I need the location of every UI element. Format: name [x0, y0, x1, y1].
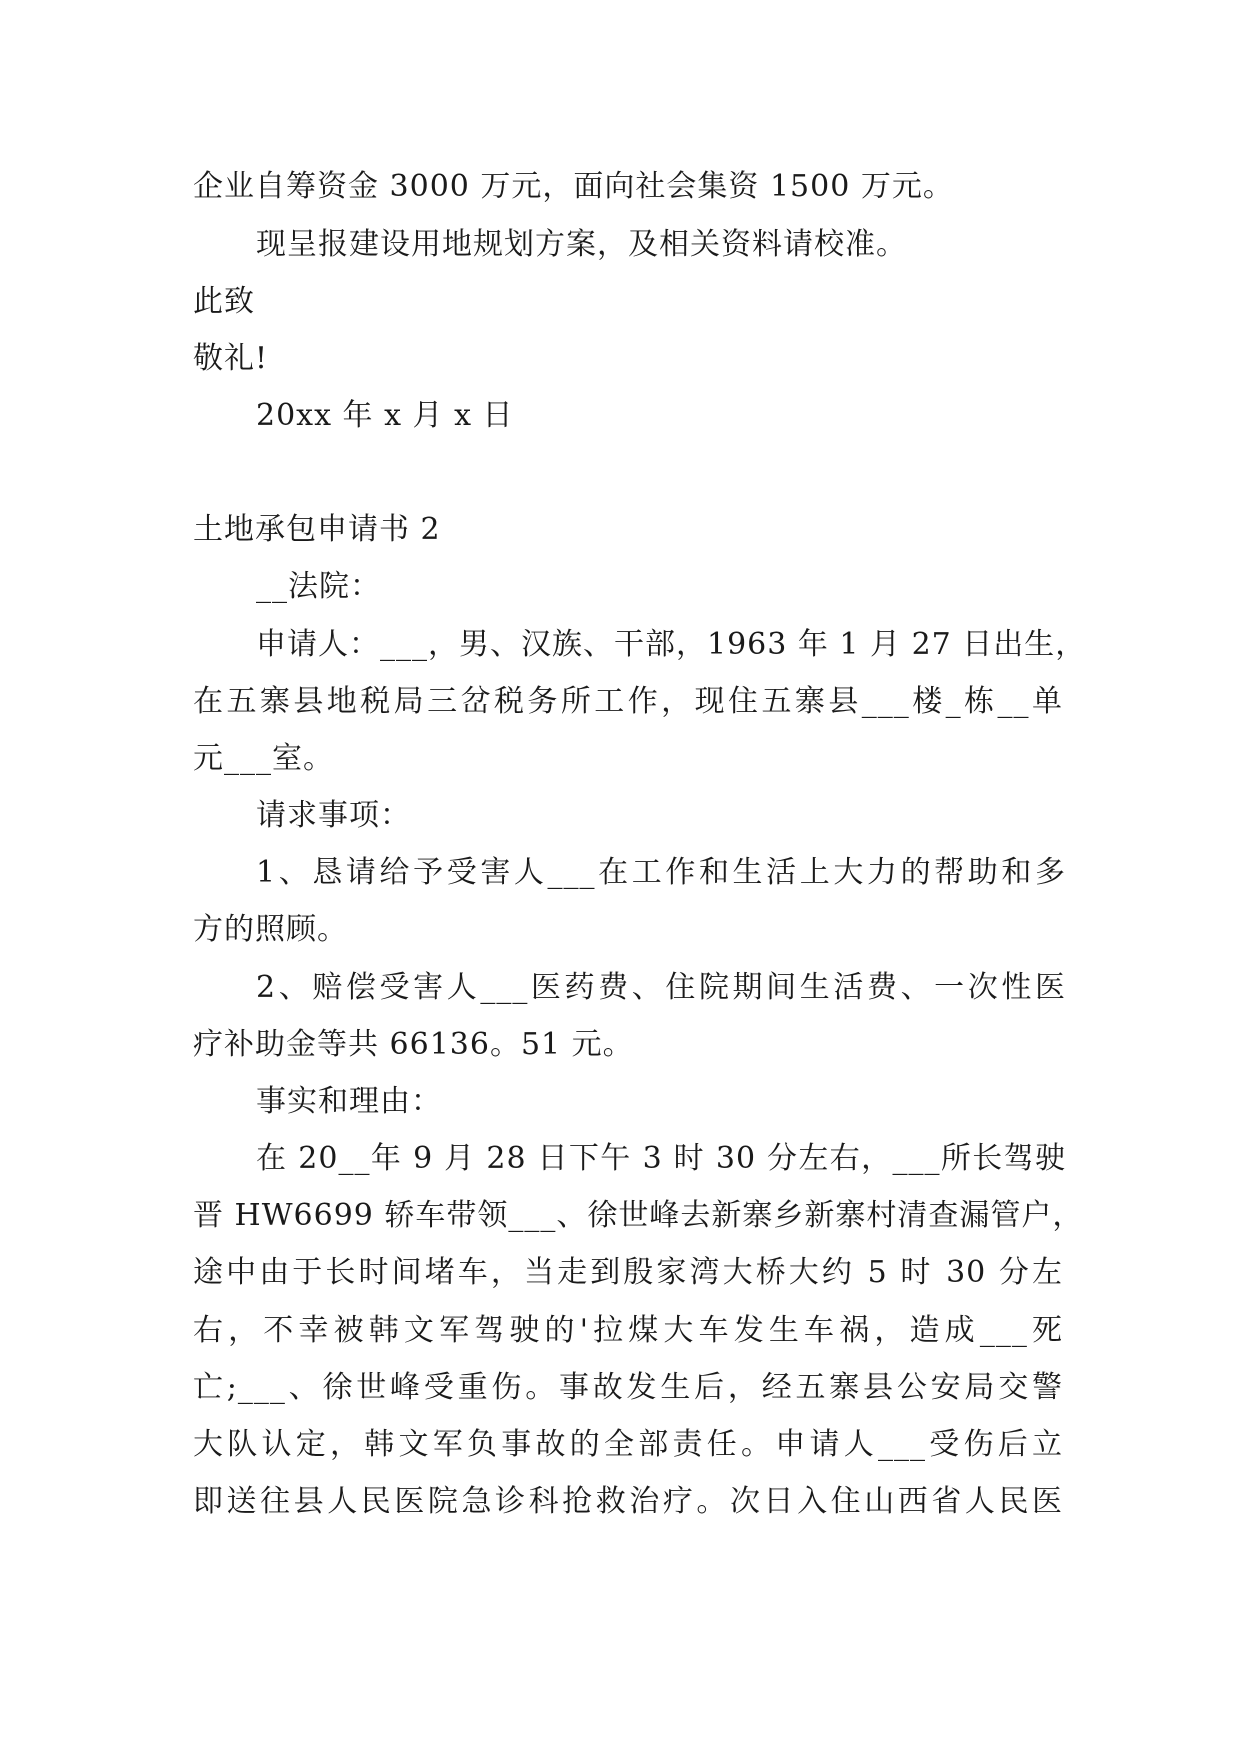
paragraph-line: 1、恳请给予受害人___在工作和生活上大力的帮助和多 — [256, 855, 1066, 890]
paragraph-line: 元___室。 — [193, 741, 334, 776]
paragraph-line: 大队认定，韩文军负事故的全部责任。申请人___受伤后立 — [193, 1427, 1063, 1462]
paragraph-line: 2、赔偿受害人___医药费、住院期间生活费、一次性医 — [256, 970, 1066, 1005]
subheading: 请求事项： — [256, 798, 411, 833]
closing-salutation: 此致 — [193, 284, 255, 319]
paragraph-line: 在 20__年 9 月 28 日下午 3 时 30 分左右，___所长驾驶 — [256, 1141, 1066, 1176]
paragraph-line: 申请人：___，男、汉族、干部，1963 年 1 月 27 日出生， — [256, 627, 1087, 662]
paragraph-line: 右，不幸被韩文军驾驶的'拉煤大车发生车祸，造成___死 — [193, 1313, 1063, 1348]
paragraph-line: 即送往县人民医院急诊科抢救治疗。次日入住山西省人民医 — [193, 1484, 1063, 1519]
section-title: 土地承包申请书 2 — [193, 512, 441, 547]
addressee-line: __法院： — [256, 569, 381, 604]
paragraph-line: 晋 HW6699 轿车带领___、徐世峰去新寨乡新寨村清查漏管户， — [193, 1198, 1084, 1233]
closing-salutation: 敬礼! — [193, 341, 269, 376]
paragraph-line: 方的照顾。 — [193, 912, 348, 947]
paragraph-line: 企业自筹资金 3000 万元，面向社会集资 1500 万元。 — [193, 169, 954, 204]
date-line: 20xx 年 x 月 x 日 — [256, 398, 514, 433]
paragraph-line: 现呈报建设用地规划方案，及相关资料请校准。 — [256, 227, 907, 262]
subheading: 事实和理由： — [256, 1084, 442, 1119]
paragraph-line: 途中由于长时间堵车，当走到殷家湾大桥大约 5 时 30 分左 — [193, 1255, 1063, 1290]
paragraph-line: 亡;___、徐世峰受重伤。事故发生后，经五寨县公安局交警 — [193, 1370, 1063, 1405]
paragraph-line: 在五寨县地税局三岔税务所工作，现住五寨县___楼_栋__单 — [193, 684, 1063, 719]
paragraph-line: 疗补助金等共 66136。51 元。 — [193, 1027, 634, 1062]
